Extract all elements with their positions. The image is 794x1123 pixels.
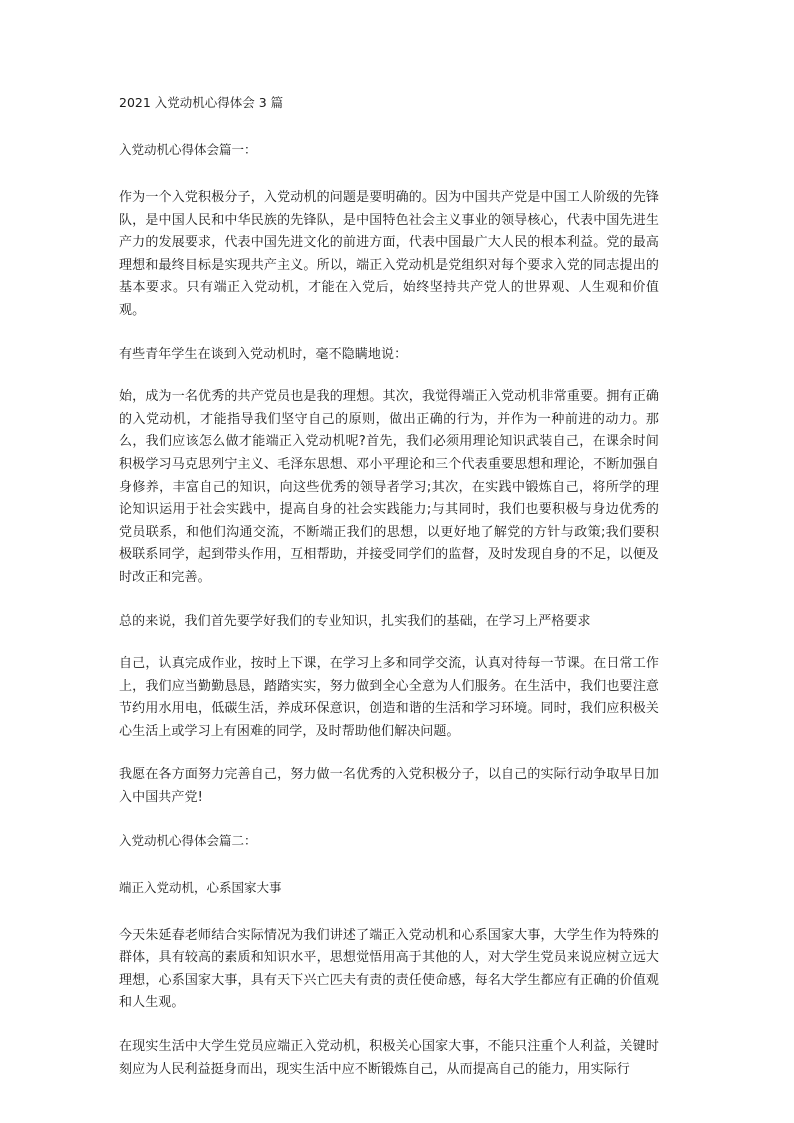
- paragraph: 今天朱延春老师结合实际情况为我们讲述了端正入党动机和心系国家大事，大学生作为特殊的群体，具有较高的素质和知识水平，思想觉悟用高于其他的人，对大学生党员来说应树立远大理想，心系国家大事，具有天下兴亡匹夫有责的责任使命感，每名大学生都应有正确的价值观和人生观。: [119, 927, 659, 1011]
- section2-subheading: 端正入党动机，心系国家大事: [119, 879, 282, 895]
- paragraph: 有些青年学生在谈到入党动机时，毫不隐瞒地说：: [119, 346, 408, 362]
- paragraph: 在现实生活中大学生党员应端正入党动机，积极关心国家大事，不能只注重个人利益，关键时刻应为人民利益挺身而出，现实生活中应不断锻炼自己，从而提高自己的能力，用实际行: [119, 1039, 659, 1077]
- paragraph: 自己，认真完成作业，按时上下课，在学习上多和同学交流，认真对待每一节课。在日常工作上，我们应当勤勤恳恳，踏踏实实，努力做到全心全意为人们服务。在生活中，我们也要注意节约用水用电，低碳生活，养成环保意识，创造和谐的生活和学习环境。同时，我们应积极关心生活上或学习上有困难的同学，及时帮助他们解决问题。: [119, 656, 659, 739]
- paragraph: 作为一个入党积极分子，入党动机的问题是要明确的。因为中国共产党是中国工人阶级的先锋队，是中国人民和中华民族的先锋队，是中国特色社会主义事业的领导核心，代表中国先进生产力的发展要求，代表中国先进文化的前进方面，代表中国最广大人民的根本利益。党的最高理想和最终目标是实现共产主义。所以，端正入党动机是党组织对每个要求入党的同志提出的基本要求。只有端正入党动机，才能在入党后，始终坚持共产党人的世界观、人生观和价值观。: [119, 190, 659, 318]
- document-title: 2021 入党动机心得体会 3 篇: [119, 95, 284, 110]
- document-page: [119, 94, 659, 1102]
- section1-heading: 入党动机心得体会篇一：: [119, 142, 257, 157]
- section2-heading: 入党动机心得体会篇二：: [119, 832, 257, 848]
- paragraph: 始，成为一名优秀的共产党员也是我的理想。其次，我觉得端正入党动机非常重要。拥有正确的入党动机，才能指导我们坚守自己的原则，做出正确的行为，并作为一种前进的动力。那么，我们应该怎么做才能端正入党动机呢?首先，我们必须用理论知识武装自己，在课余时间积极学习马克思列宁主义、毛泽东思想、邓小平理论和三个代表重要思想和理论，不断加强自身修养，丰富自己的知识，向这些优秀的领导者学习;其次，在实践中锻炼自己，将所学的理论知识运用于社会实践中，提高自身的社会实践能力;与其同时，我们也要积极与身边优秀的党员联系，和他们沟通交流，不断端正我们的思想，以更好地了解党的方针与政策;我们要积极联系同学，起到带头作用，互相帮助，并接受同学们的监督，及时发现自身的不足，以便及时改正和完善。: [119, 389, 659, 585]
- paragraph: 我愿在各方面努力完善自己，努力做一名优秀的入党积极分子，以自己的实际行动争取早日加入中国共产党!: [119, 767, 659, 806]
- paragraph: 总的来说，我们首先要学好我们的专业知识，扎实我们的基础，在学习上严格要求: [119, 613, 591, 629]
